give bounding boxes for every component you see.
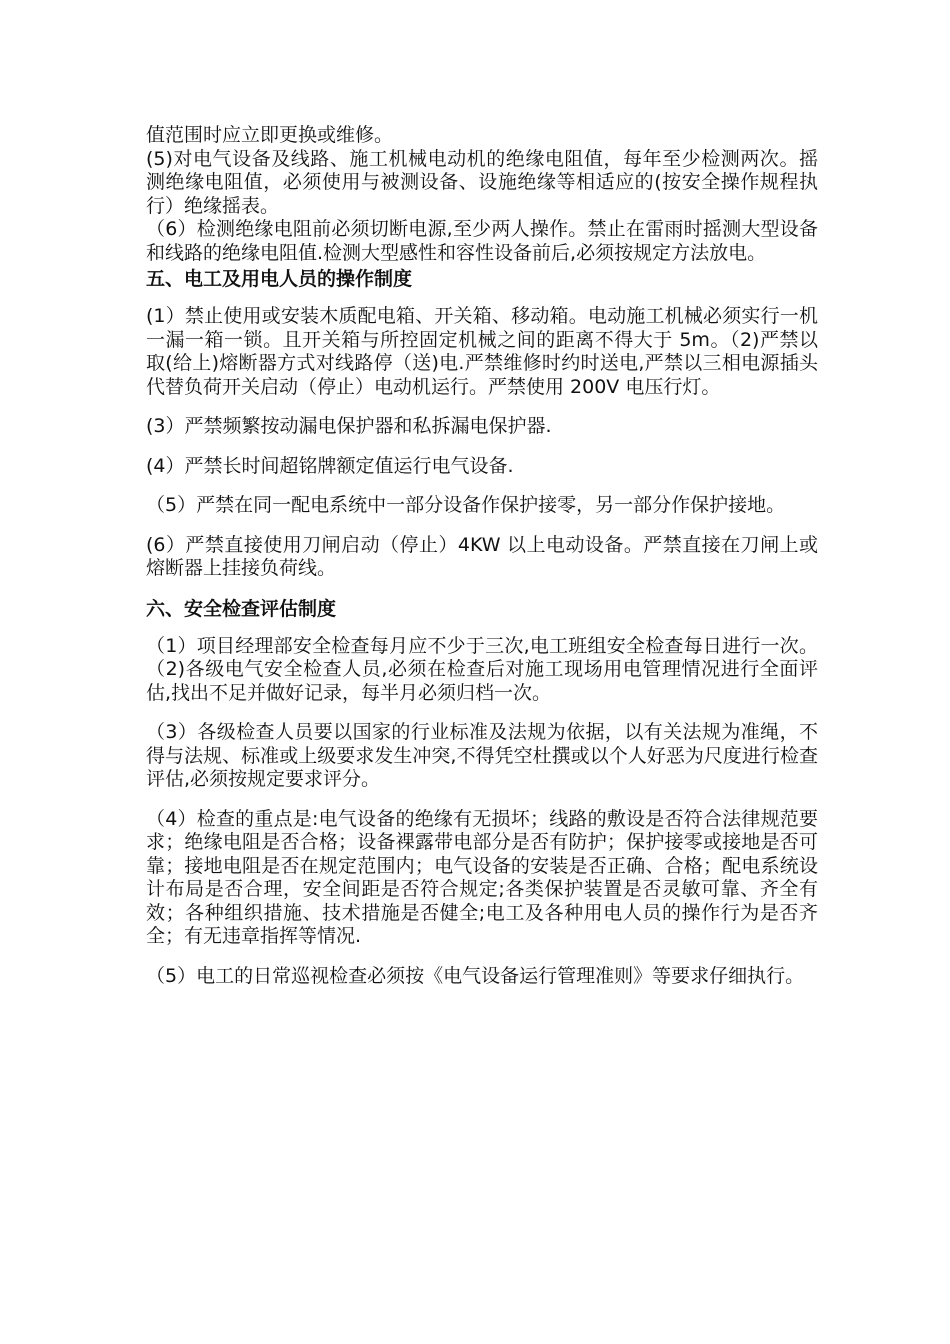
intro-paragraph-3: （6）检测绝缘电阻前必须切断电源,至少两人操作。禁止在雷雨时摇测大型设备和线路的绝缘电阻值.检测大型感性和容性设备前后,必须按规定方法放电。 xyxy=(146,218,818,264)
document-page xyxy=(146,124,818,988)
section-5-paragraph-2: (3）严禁频繁按动漏电保护器和私拆漏电保护器. xyxy=(146,415,552,437)
section-5-heading: 五、电工及用电人员的操作制度 xyxy=(146,268,413,290)
intro-paragraph-1: 值范围时应立即更换或维修。 xyxy=(146,124,394,146)
section-6-heading: 六、安全检查评估制度 xyxy=(146,597,337,620)
section-5-paragraph-3: (4）严禁长时间超铭牌额定值运行电气设备. xyxy=(146,454,514,477)
section-5-paragraph-5: (6）严禁直接使用刀闸启动（停止）4KW 以上电动设备。严禁直接在刀闸上或熔断器上挂接负荷线。 xyxy=(146,533,818,579)
section-6-paragraph-3: （4）检查的重点是:电气设备的绝缘有无损坏；线路的敷设是否符合法律规范要求；绝缘电阻是否合格；设备裸露带电部分是否有防护；保护接零或接地是否可靠；接地电阻是否在规定范围内；电气设备的安装是否正确、合格；配电系统设计布局是否合理，安全间距是否符合规定;各类保护装置是否灵敏可靠、齐全有效；各种组织措施、技术措施是否健全;电工及各种用电人员的操作行为是否齐全；有无违章指挥等情况. xyxy=(146,807,818,947)
section-6-paragraph-1: （1）项目经理部安全检查每月应不少于三次,电工班组安全检查每日进行一次。（2)各级电气安全检查人员,必须在检查后对施工现场用电管理情况进行全面评估,找出不足并做好记录，每半月必须归档一次。 xyxy=(146,634,818,704)
intro-paragraph-2: (5)对电气设备及线路、施工机械电动机的绝缘电阻值，每年至少检测两次。摇测绝缘电阻值，必须使用与被测设备、设施绝缘等相适应的(按安全操作规程执行）绝缘摇表。 xyxy=(146,147,818,217)
section-6-paragraph-4: （5）电工的日常巡视检查必须按《电气设备运行管理准则》等要求仔细执行。 xyxy=(146,964,805,987)
section-5-paragraph-1: (1）禁止使用或安装木质配电箱、开关箱、移动箱。电动施工机械必须实行一机一漏一箱一锁。且开关箱与所控固定机械之间的距离不得大于 5m。（2)严禁以取(给上)熔断器方式对线路停（送)电.严禁维修时约时送电,严禁以三相电源插头代替负荷开关启动（停止）电动机运行。严禁使用 200V 电压行灯。 xyxy=(146,305,818,398)
section-6-paragraph-2: （3）各级检查人员要以国家的行业标准及法规为依据，以有关法规为准绳，不得与法规、标准或上级要求发生冲突,不得凭空杜撰或以个人好恶为尺度进行检查评估,必须按规定要求评分。 xyxy=(146,721,818,790)
section-5-paragraph-4: （5）严禁在同一配电系统中一部分设备作保护接零，另一部分作保护接地。 xyxy=(146,494,786,516)
